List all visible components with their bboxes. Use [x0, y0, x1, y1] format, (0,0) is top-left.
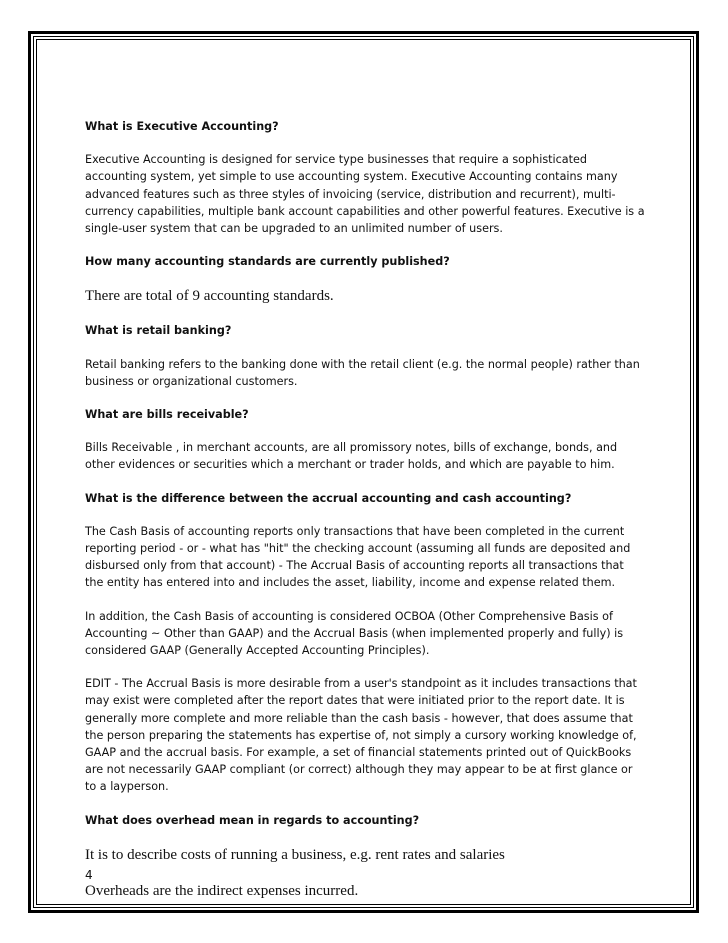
answer-paragraph: There are total of 9 accounting standards. [85, 288, 334, 305]
question-heading: What is the difference between the accrual accounting and cash accounting? [85, 491, 572, 505]
question-heading: What is Executive Accounting? [85, 120, 279, 133]
question-heading: What does overhead mean in regards to accounting? [85, 813, 420, 827]
answer-paragraph: Retail banking refers to the banking done with the retail client (e.g. the normal people) rather than business or organizational customers. [85, 357, 640, 388]
answer-paragraph: It is to describe costs of running a business, e.g. rent rates and salaries [85, 846, 505, 863]
answer-paragraph: Bills Receivable , in merchant accounts, are all promissory notes, bills of exchange, bonds, and other evidences or securities which a merchant or trader holds, and which are payable to him. [85, 441, 618, 472]
answer-paragraph: In addition, the Cash Basis of accounting is considered OCBOA (Other Comprehensive Basis of Accounting ~ Other than GAAP) and the Accrual Basis (when implemented properly and fully) is considered GAAP (Generally Accepted Accounting Principles). [85, 609, 624, 658]
answer-paragraph: Executive Accounting is designed for service type businesses that require a sophisticated accounting system, yet simple to use accounting system. Executive Accounting contains many advanced features such as three styles of invoicing (service, distribution and recurrent), multi-currency capabilities, multiple bank account capabilities and other powerful features. Executive is a single-user system that can be upgraded to an unlimited number of users. [85, 153, 645, 236]
question-heading: How many accounting standards are currently published? [85, 255, 450, 269]
page-content [85, 118, 645, 917]
answer-paragraph: Overheads are the indirect expenses incurred. [85, 882, 359, 899]
question-heading: What are bills receivable? [85, 408, 249, 422]
answer-paragraph: EDIT - The Accrual Basis is more desirable from a user's standpoint as it includes transactions that may exist were completed after the report dates that were initiated prior to the report date. It is generally more complete and more reliable than the cash basis - however, that does assume that the person preparing the statements has expertise of, not simply a cursory working knowledge of, GAAP and the accrual basis. For example, a set of financial statements printed out of QuickBooks are not necessarily GAAP compliant (or correct) although they may appear to be at first glance or to a layperson. [85, 677, 637, 794]
question-heading: What is retail banking? [85, 324, 232, 338]
page-number: 4 [85, 868, 93, 882]
answer-paragraph: The Cash Basis of accounting reports only transactions that have been completed in the current reporting period - or - what has "hit" the checking account (assuming all funds are deposited and disbursed only from that account) - The Accrual Basis of accounting reports all transactions that the entity has entered into and includes the asset, liability, income and expense related them. [85, 524, 631, 590]
